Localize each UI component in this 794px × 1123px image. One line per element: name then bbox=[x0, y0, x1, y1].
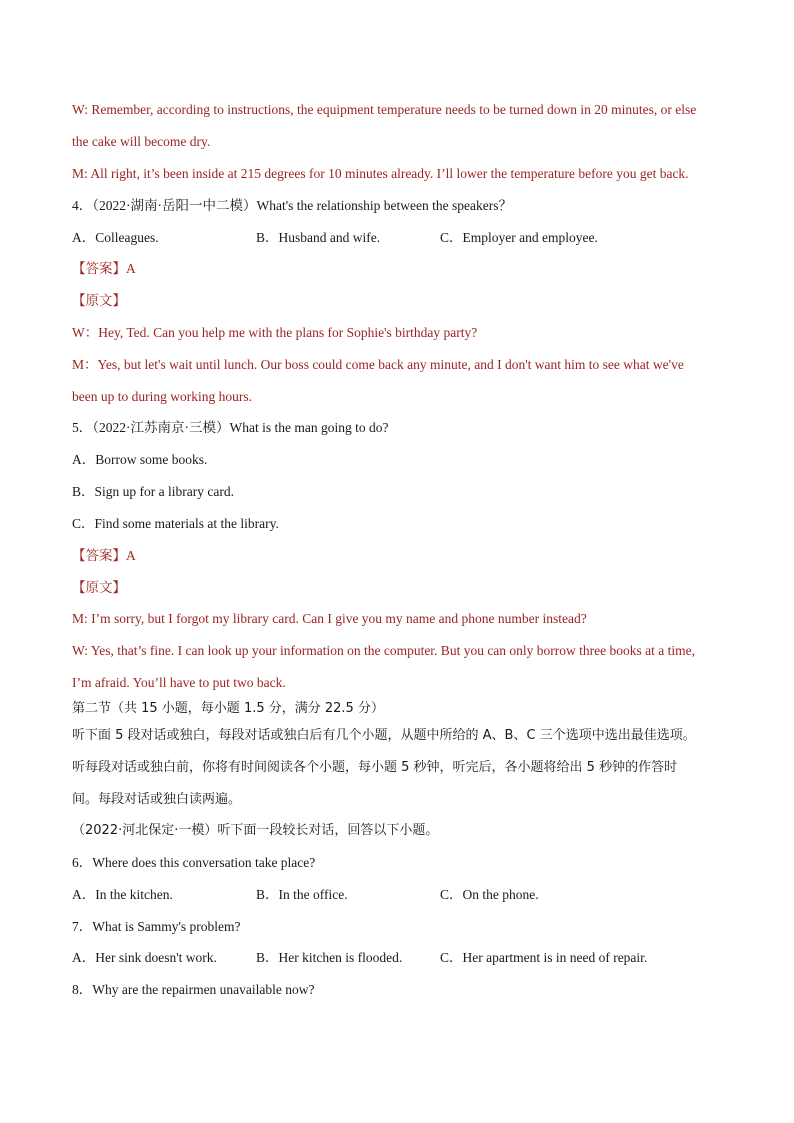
option-a: A．Her sink doesn't work. bbox=[72, 950, 217, 965]
transcript-line: M：Yes, but let's wait until lunch. Our boss could come back any minute, and I don't want him to see what we've bbox=[72, 357, 684, 372]
transcript-line: W：Hey, Ted. Can you help me with the plans for Sophie's birthday party? bbox=[72, 325, 478, 340]
option-c: C．Her apartment is in need of repair. bbox=[440, 950, 648, 965]
question-8-stem: 8．Why are the repairmen unavailable now? bbox=[72, 982, 315, 997]
option-b: B．In the office. bbox=[256, 887, 348, 902]
option-a: A．Borrow some books. bbox=[72, 452, 208, 467]
question-6-stem: 6．Where does this conversation take place? bbox=[72, 855, 316, 870]
transcript-line: been up to during working hours. bbox=[72, 389, 252, 404]
section-instructions: 听下面 5 段对话或独白，每段对话或独白后有几个小题，从题中所给的 A、B、C 三个选项中选出最佳选项。 bbox=[72, 728, 696, 743]
option-c: C．Employer and employee. bbox=[440, 230, 598, 245]
transcript-line: I’m afraid. You’ll have to put two back. bbox=[72, 675, 286, 690]
option-b: B．Her kitchen is flooded. bbox=[256, 950, 403, 965]
option-b: B．Husband and wife. bbox=[256, 230, 381, 245]
option-a: A．In the kitchen. bbox=[72, 887, 173, 902]
dialogue-line-w: W: Remember, according to instructions, the equipment temperature needs to be turned down in 20 minutes, or else bbox=[72, 102, 697, 117]
question-6-options bbox=[72, 885, 732, 905]
option-c: C．On the phone. bbox=[440, 887, 539, 902]
option-a: A．Colleagues. bbox=[72, 230, 159, 245]
section-instructions: 听每段对话或独白前，你将有时间阅读各个小题，每小题 5 秒钟，听完后，各小题将给出 5 秒钟的作答时 bbox=[72, 760, 678, 775]
question-7-stem: 7．What is Sammy's problem? bbox=[72, 919, 241, 934]
answer-label: 【答案】A bbox=[72, 548, 136, 563]
question-4-stem: 4．（2022·湖南·岳阳一中二模）What's the relationship between the speakers？ bbox=[72, 198, 512, 213]
section-heading: 第二节（共 15 小题，每小题 1.5 分，满分 22.5 分） bbox=[72, 701, 384, 716]
question-5-stem: 5．（2022·江苏南京·三模）What is the man going to do? bbox=[72, 420, 389, 435]
question-4-options bbox=[72, 228, 732, 248]
dialogue-line-w-cont: the cake will become dry. bbox=[72, 134, 211, 149]
option-c: C．Find some materials at the library. bbox=[72, 516, 279, 531]
transcript-line: M: I’m sorry, but I forgot my library card. Can I give you my name and phone number instead? bbox=[72, 611, 587, 626]
transcript-label: 【原文】 bbox=[72, 293, 126, 308]
passage-source: （2022·河北保定·一模）听下面一段较长对话，回答以下小题。 bbox=[72, 823, 439, 838]
answer-label: 【答案】A bbox=[72, 261, 136, 276]
dialogue-line-m: M: All right, it’s been inside at 215 degrees for 10 minutes already. I’ll lower the temperature before you get back. bbox=[72, 166, 689, 181]
section-instructions: 间。每段对话或独白读两遍。 bbox=[72, 792, 242, 807]
transcript-line: W: Yes, that’s fine. I can look up your information on the computer. But you can only borrow three books at a time, bbox=[72, 643, 696, 658]
option-b: B．Sign up for a library card. bbox=[72, 484, 234, 499]
transcript-label: 【原文】 bbox=[72, 580, 126, 595]
question-7-options bbox=[72, 948, 732, 968]
